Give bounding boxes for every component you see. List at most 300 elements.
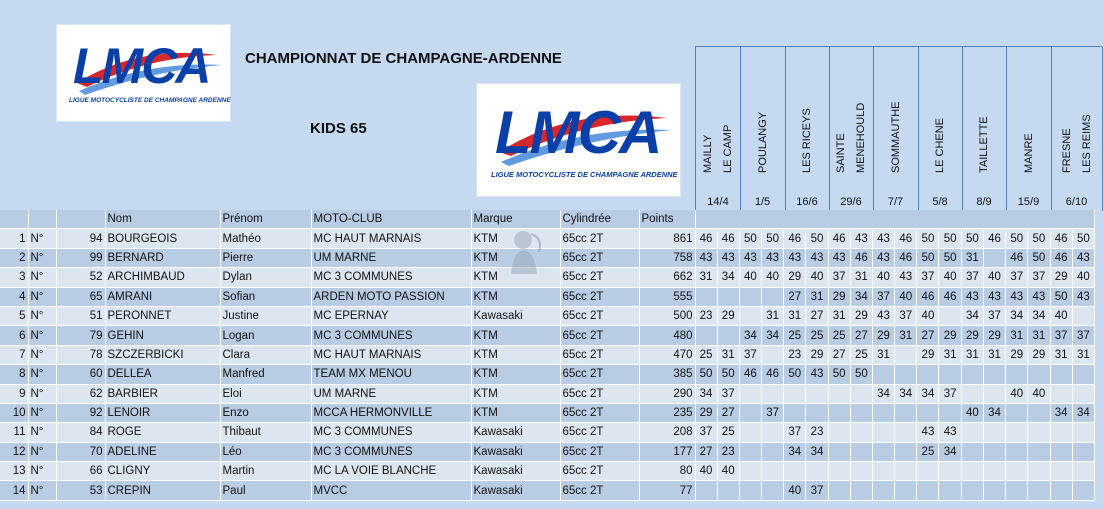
cell-score: 29 (961, 326, 983, 345)
cell-score (1006, 442, 1028, 461)
race-date: 7/7 (887, 196, 904, 208)
cell-pos: 8 (0, 365, 28, 384)
cell-pos: 3 (0, 268, 28, 287)
cell-n: N° (28, 403, 56, 422)
cell-score (850, 423, 872, 442)
cell-score: 43 (850, 229, 872, 248)
cell-cyl: 65cc 2T (560, 248, 639, 267)
cell-nom: AMRANI (105, 287, 220, 306)
race-column-8 (1006, 47, 1052, 211)
cell-score: 29 (828, 287, 850, 306)
cell-score: 46 (1050, 248, 1072, 267)
race-date: 5/8 (932, 196, 948, 208)
cell-score (806, 462, 828, 481)
cell-num: 92 (56, 403, 105, 422)
cell-score: 50 (917, 229, 939, 248)
race-date: 14/4 (707, 196, 729, 208)
cell-marque: Kawasaki (471, 442, 560, 461)
race-name: MANRE (1022, 133, 1035, 173)
cell-score (739, 481, 761, 500)
cell-score: 46 (917, 287, 939, 306)
cell-score: 37 (1072, 326, 1095, 345)
cell-n: N° (28, 423, 56, 442)
cell-score: 23 (806, 423, 828, 442)
cell-score: 31 (983, 345, 1005, 364)
cell-marque: KTM (471, 403, 560, 422)
logo-subtitle: LIGUE MOTOCYCLISTE DE CHAMPAGNE ARDENNE (491, 170, 678, 179)
table-row (0, 326, 1095, 345)
cell-score: 25 (784, 326, 806, 345)
cell-num: 99 (56, 248, 105, 267)
cell-num: 65 (56, 287, 105, 306)
cell-cyl: 65cc 2T (560, 326, 639, 345)
cell-pos: 7 (0, 345, 28, 364)
col-header-points: Points (639, 210, 695, 229)
cell-score: 46 (1050, 229, 1072, 248)
cell-score: 50 (961, 229, 983, 248)
cell-score: 46 (761, 365, 783, 384)
cell-score: 50 (761, 229, 783, 248)
cell-score: 40 (873, 268, 895, 287)
cell-prenom: Justine (220, 306, 311, 325)
cell-score: 40 (939, 268, 961, 287)
cell-score (784, 403, 806, 422)
cell-score: 29 (873, 326, 895, 345)
cell-score (784, 462, 806, 481)
cell-score: 27 (695, 442, 717, 461)
col-header-club: MOTO-CLUB (311, 210, 471, 229)
cell-score: 31 (784, 306, 806, 325)
cell-score: 46 (828, 229, 850, 248)
cell-score (761, 423, 783, 442)
col-header-nom: Nom (105, 210, 220, 229)
cell-points: 177 (639, 442, 695, 461)
race-column-3 (785, 47, 830, 211)
table-row (0, 287, 1095, 306)
cell-marque: Kawasaki (471, 423, 560, 442)
cell-score: 40 (1006, 384, 1028, 403)
cell-score (939, 403, 961, 422)
cell-score: 50 (828, 365, 850, 384)
cell-score: 43 (1028, 287, 1050, 306)
cell-score: 43 (939, 423, 961, 442)
cell-score: 37 (939, 384, 961, 403)
cell-score (873, 481, 895, 500)
cell-score: 31 (961, 248, 983, 267)
cell-score (895, 365, 917, 384)
cell-score: 50 (1050, 287, 1072, 306)
cell-score: 37 (961, 268, 983, 287)
cell-score (983, 248, 1005, 267)
cell-score: 43 (917, 423, 939, 442)
cell-num: 52 (56, 268, 105, 287)
cell-score: 40 (1028, 384, 1050, 403)
cell-score: 29 (850, 306, 872, 325)
cell-nom: BARBIER (105, 384, 220, 403)
cell-score (695, 481, 717, 500)
cell-score (917, 365, 939, 384)
cell-score: 50 (1006, 229, 1028, 248)
cell-score: 40 (717, 462, 739, 481)
cell-score: 50 (850, 365, 872, 384)
cell-score: 29 (695, 403, 717, 422)
logo-subtitle: LIGUE MOTOCYCLISTE DE CHAMPAGNE ARDENNE (69, 97, 231, 104)
cell-prenom: Mathéo (220, 229, 311, 248)
cell-score: 37 (1028, 268, 1050, 287)
cell-pos: 12 (0, 442, 28, 461)
cell-score: 43 (1006, 287, 1028, 306)
cell-score: 34 (983, 403, 1005, 422)
cell-nom: PERONNET (105, 306, 220, 325)
cell-score (739, 462, 761, 481)
cell-n: N° (28, 345, 56, 364)
cell-score: 31 (895, 326, 917, 345)
cell-score: 46 (939, 287, 961, 306)
cell-score: 34 (1028, 306, 1050, 325)
cell-score: 37 (1006, 268, 1028, 287)
cell-score (1006, 403, 1028, 422)
cell-points: 500 (639, 306, 695, 325)
cell-score: 50 (917, 248, 939, 267)
cell-num: 51 (56, 306, 105, 325)
race-date: 15/9 (1017, 196, 1040, 208)
cell-score: 29 (717, 306, 739, 325)
cell-n: N° (28, 326, 56, 345)
cell-score: 34 (1006, 306, 1028, 325)
cell-score (961, 462, 983, 481)
cell-score (983, 442, 1005, 461)
cell-score (939, 365, 961, 384)
watermark-figure-icon (505, 228, 545, 276)
cell-score: 29 (1006, 345, 1028, 364)
cell-n: N° (28, 268, 56, 287)
cell-points: 290 (639, 384, 695, 403)
championship-title: CHAMPIONNAT DE CHAMPAGNE-ARDENNE (245, 50, 562, 67)
cell-score: 31 (1050, 345, 1072, 364)
cell-points: 470 (639, 345, 695, 364)
cell-score: 46 (784, 229, 806, 248)
cell-club: MC HAUT MARNAIS (311, 345, 471, 364)
cell-score: 43 (983, 287, 1005, 306)
cell-score (917, 481, 939, 500)
cell-nom: CREPIN (105, 481, 220, 500)
cell-score: 50 (717, 365, 739, 384)
cell-score: 40 (806, 268, 828, 287)
cell-score (761, 287, 783, 306)
race-name: MAILLY (702, 134, 714, 173)
cell-score: 31 (850, 268, 872, 287)
cell-club: MC 3 COMMUNES (311, 326, 471, 345)
cell-club: ARDEN MOTO PASSION (311, 287, 471, 306)
cell-score: 40 (917, 306, 939, 325)
table-row (0, 306, 1095, 325)
cell-prenom: Logan (220, 326, 311, 345)
cell-score: 31 (695, 268, 717, 287)
cell-num: 53 (56, 481, 105, 500)
cell-score (1072, 365, 1095, 384)
cell-num: 78 (56, 345, 105, 364)
cell-score: 50 (1028, 248, 1050, 267)
table-row (0, 442, 1095, 461)
cell-club: MVCC (311, 481, 471, 500)
cell-score: 25 (850, 345, 872, 364)
cell-score: 29 (1050, 268, 1072, 287)
cell-score: 25 (917, 442, 939, 461)
cell-score (1050, 365, 1072, 384)
race-column-7 (962, 47, 1007, 211)
cell-score (850, 481, 872, 500)
cell-nom: GEHIN (105, 326, 220, 345)
cell-score: 34 (761, 326, 783, 345)
race-date: 1/5 (754, 196, 771, 208)
cell-score: 25 (695, 345, 717, 364)
cell-score: 31 (873, 345, 895, 364)
cell-score (828, 462, 850, 481)
cell-n: N° (28, 384, 56, 403)
cell-score (895, 462, 917, 481)
cell-score: 37 (695, 423, 717, 442)
cell-score: 50 (939, 229, 961, 248)
cell-score (1050, 481, 1072, 500)
cell-score: 34 (961, 306, 983, 325)
cell-n: N° (28, 229, 56, 248)
race-column-1 (696, 47, 741, 211)
cell-score: 46 (895, 229, 917, 248)
cell-score (761, 462, 783, 481)
cell-score: 34 (1050, 403, 1072, 422)
col-header-marque: Marque (471, 210, 560, 229)
cell-score (939, 481, 961, 500)
cell-score (1072, 442, 1095, 461)
race-date: 29/6 (840, 196, 862, 208)
cell-cyl: 65cc 2T (560, 462, 639, 481)
race-date: 8/9 (976, 196, 992, 208)
cell-pos: 10 (0, 403, 28, 422)
cell-cyl: 65cc 2T (560, 306, 639, 325)
cell-prenom: Clara (220, 345, 311, 364)
cell-score (1050, 442, 1072, 461)
cell-score (1006, 462, 1028, 481)
cell-score: 34 (717, 268, 739, 287)
category-title: KIDS 65 (310, 120, 367, 137)
cell-score: 50 (939, 248, 961, 267)
cell-score (873, 403, 895, 422)
cell-score: 29 (1028, 345, 1050, 364)
cell-score: 34 (1072, 403, 1095, 422)
cell-score (739, 403, 761, 422)
cell-score: 34 (850, 287, 872, 306)
cell-score: 50 (1072, 229, 1095, 248)
cell-cyl: 65cc 2T (560, 229, 639, 248)
cell-score (1072, 481, 1095, 500)
cell-club: MC HAUT MARNAIS (311, 229, 471, 248)
cell-score (961, 481, 983, 500)
cell-score (1072, 462, 1095, 481)
cell-points: 385 (639, 365, 695, 384)
cell-score (961, 384, 983, 403)
table-row (0, 365, 1095, 384)
cell-score (828, 384, 850, 403)
col-header-prenom: Prénom (220, 210, 311, 229)
cell-score: 34 (873, 384, 895, 403)
cell-score (828, 481, 850, 500)
cell-score: 40 (739, 268, 761, 287)
cell-score (1006, 481, 1028, 500)
table-row (0, 229, 1095, 248)
cell-score (961, 423, 983, 442)
cell-score: 46 (717, 229, 739, 248)
cell-n: N° (28, 481, 56, 500)
cell-score (695, 287, 717, 306)
cell-score (717, 481, 739, 500)
cell-score: 43 (1072, 248, 1095, 267)
cell-score (895, 423, 917, 442)
cell-num: 62 (56, 384, 105, 403)
race-name: MENEHOULD (855, 102, 867, 173)
cell-marque: KTM (471, 268, 560, 287)
cell-cyl: 65cc 2T (560, 403, 639, 422)
cell-prenom: Paul (220, 481, 311, 500)
race-column-9 (1051, 47, 1103, 211)
cell-score (1072, 423, 1095, 442)
cell-score: 27 (717, 403, 739, 422)
cell-score (761, 481, 783, 500)
cell-cyl: 65cc 2T (560, 423, 639, 442)
race-name: SAINTE (835, 133, 847, 173)
cell-score (1028, 423, 1050, 442)
cell-score (739, 306, 761, 325)
cell-score: 37 (806, 481, 828, 500)
cell-score (850, 403, 872, 422)
table-row (0, 268, 1095, 287)
cell-score: 43 (873, 248, 895, 267)
cell-score (828, 423, 850, 442)
cell-score (1028, 403, 1050, 422)
cell-score: 43 (695, 248, 717, 267)
cell-num: 84 (56, 423, 105, 442)
cell-pos: 11 (0, 423, 28, 442)
cell-points: 480 (639, 326, 695, 345)
cell-score: 37 (717, 384, 739, 403)
cell-n: N° (28, 248, 56, 267)
cell-score (1028, 365, 1050, 384)
race-column-4 (829, 47, 874, 211)
cell-nom: LENOIR (105, 403, 220, 422)
cell-score: 27 (784, 287, 806, 306)
cell-score (850, 462, 872, 481)
cell-score: 34 (739, 326, 761, 345)
cell-points: 555 (639, 287, 695, 306)
cell-num: 66 (56, 462, 105, 481)
table-row (0, 248, 1095, 267)
cell-score: 46 (895, 248, 917, 267)
cell-pos: 13 (0, 462, 28, 481)
cell-score (895, 345, 917, 364)
cell-prenom: Thibaut (220, 423, 311, 442)
cell-prenom: Pierre (220, 248, 311, 267)
cell-n: N° (28, 462, 56, 481)
cell-score (895, 442, 917, 461)
cell-score: 43 (784, 248, 806, 267)
cell-n: N° (28, 287, 56, 306)
cell-score (1006, 423, 1028, 442)
cell-prenom: Sofian (220, 287, 311, 306)
cell-marque: KTM (471, 287, 560, 306)
cell-score (695, 326, 717, 345)
cell-club: MC 3 COMMUNES (311, 423, 471, 442)
cell-score: 31 (828, 306, 850, 325)
table-header-row (0, 210, 1095, 229)
cell-score (739, 442, 761, 461)
cell-score (939, 462, 961, 481)
cell-score (917, 462, 939, 481)
cell-score: 43 (828, 248, 850, 267)
cell-points: 758 (639, 248, 695, 267)
cell-score: 43 (717, 248, 739, 267)
cell-score: 29 (917, 345, 939, 364)
race-column-6 (918, 47, 963, 211)
cell-score: 40 (983, 268, 1005, 287)
cell-score (983, 384, 1005, 403)
cell-score: 37 (784, 423, 806, 442)
cell-score (961, 442, 983, 461)
cell-cyl: 65cc 2T (560, 365, 639, 384)
race-name: POULANGY (756, 111, 769, 173)
cell-score (873, 462, 895, 481)
cell-score: 25 (717, 423, 739, 442)
cell-score: 23 (717, 442, 739, 461)
race-name: LE CAMP (722, 124, 734, 173)
cell-score: 46 (695, 229, 717, 248)
cell-marque: KTM (471, 229, 560, 248)
cell-score (739, 384, 761, 403)
cell-score: 34 (917, 384, 939, 403)
cell-score (1028, 462, 1050, 481)
cell-score (828, 442, 850, 461)
race-name: LES REIMS (1080, 114, 1093, 173)
lmca-logo-center (476, 83, 681, 197)
cell-score (717, 287, 739, 306)
cell-score: 40 (1050, 306, 1072, 325)
cell-score (983, 423, 1005, 442)
race-name: SOMMAUTHE (889, 101, 902, 173)
cell-score (873, 442, 895, 461)
cell-score (983, 481, 1005, 500)
cell-score: 34 (939, 442, 961, 461)
table-row (0, 345, 1095, 364)
cell-score: 25 (806, 326, 828, 345)
logo-text: LMCA (73, 38, 210, 94)
cell-score (828, 403, 850, 422)
cell-score (961, 365, 983, 384)
cell-cyl: 65cc 2T (560, 481, 639, 500)
cell-score (1028, 481, 1050, 500)
cell-prenom: Martin (220, 462, 311, 481)
cell-score: 23 (784, 345, 806, 364)
cell-cyl: 65cc 2T (560, 345, 639, 364)
cell-score (939, 306, 961, 325)
cell-marque: Kawasaki (471, 462, 560, 481)
col-header-cylindree: Cylindrée (560, 210, 639, 229)
cell-score (1072, 306, 1095, 325)
cell-n: N° (28, 306, 56, 325)
cell-prenom: Léo (220, 442, 311, 461)
cell-club: UM MARNE (311, 248, 471, 267)
cell-score (1072, 384, 1095, 403)
cell-pos: 6 (0, 326, 28, 345)
cell-marque: Kawasaki (471, 481, 560, 500)
cell-score: 46 (850, 248, 872, 267)
